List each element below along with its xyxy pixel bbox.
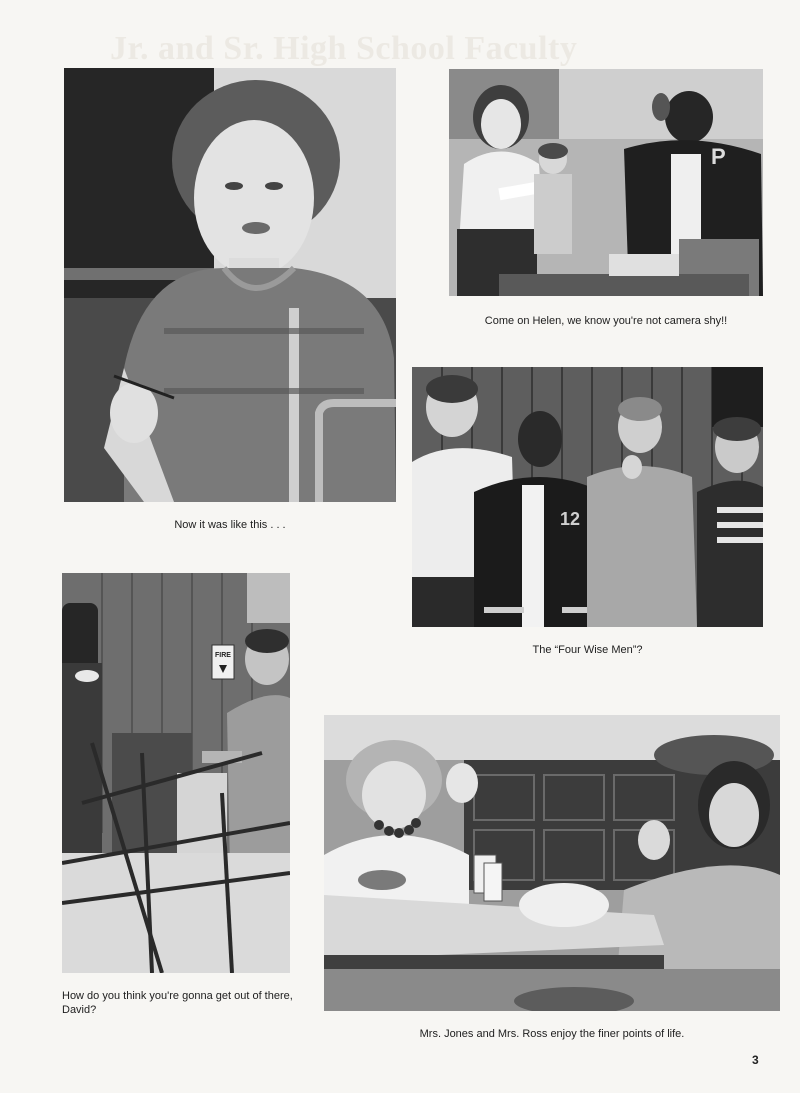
fire-sign-text: FIRE	[215, 652, 231, 659]
photo-welding-shop	[62, 573, 290, 973]
caption-photo-3: The “Four Wise Men”?	[532, 644, 643, 656]
page-number: 3	[752, 1053, 759, 1067]
photo-woman-with-pen	[64, 68, 396, 502]
photo-teachers-at-table	[324, 715, 780, 1011]
caption-photo-4: How do you think you're gonna get out of there, David?	[62, 990, 293, 1016]
caption-photo-2: Come on Helen, we know you're not camera shy!!	[484, 315, 728, 327]
photo-four-wise-men	[412, 367, 763, 627]
faded-page-title: Jr. and Sr. High School Faculty	[110, 30, 578, 67]
caption-photo-1: Now it was like this . . .	[174, 519, 286, 531]
jacket-letter-p: P	[711, 144, 726, 169]
caption-photo-5: Mrs. Jones and Mrs. Ross enjoy the finer points of life.	[419, 1028, 685, 1040]
jacket-number: 12	[560, 509, 581, 529]
photo-students-waving	[449, 69, 763, 296]
